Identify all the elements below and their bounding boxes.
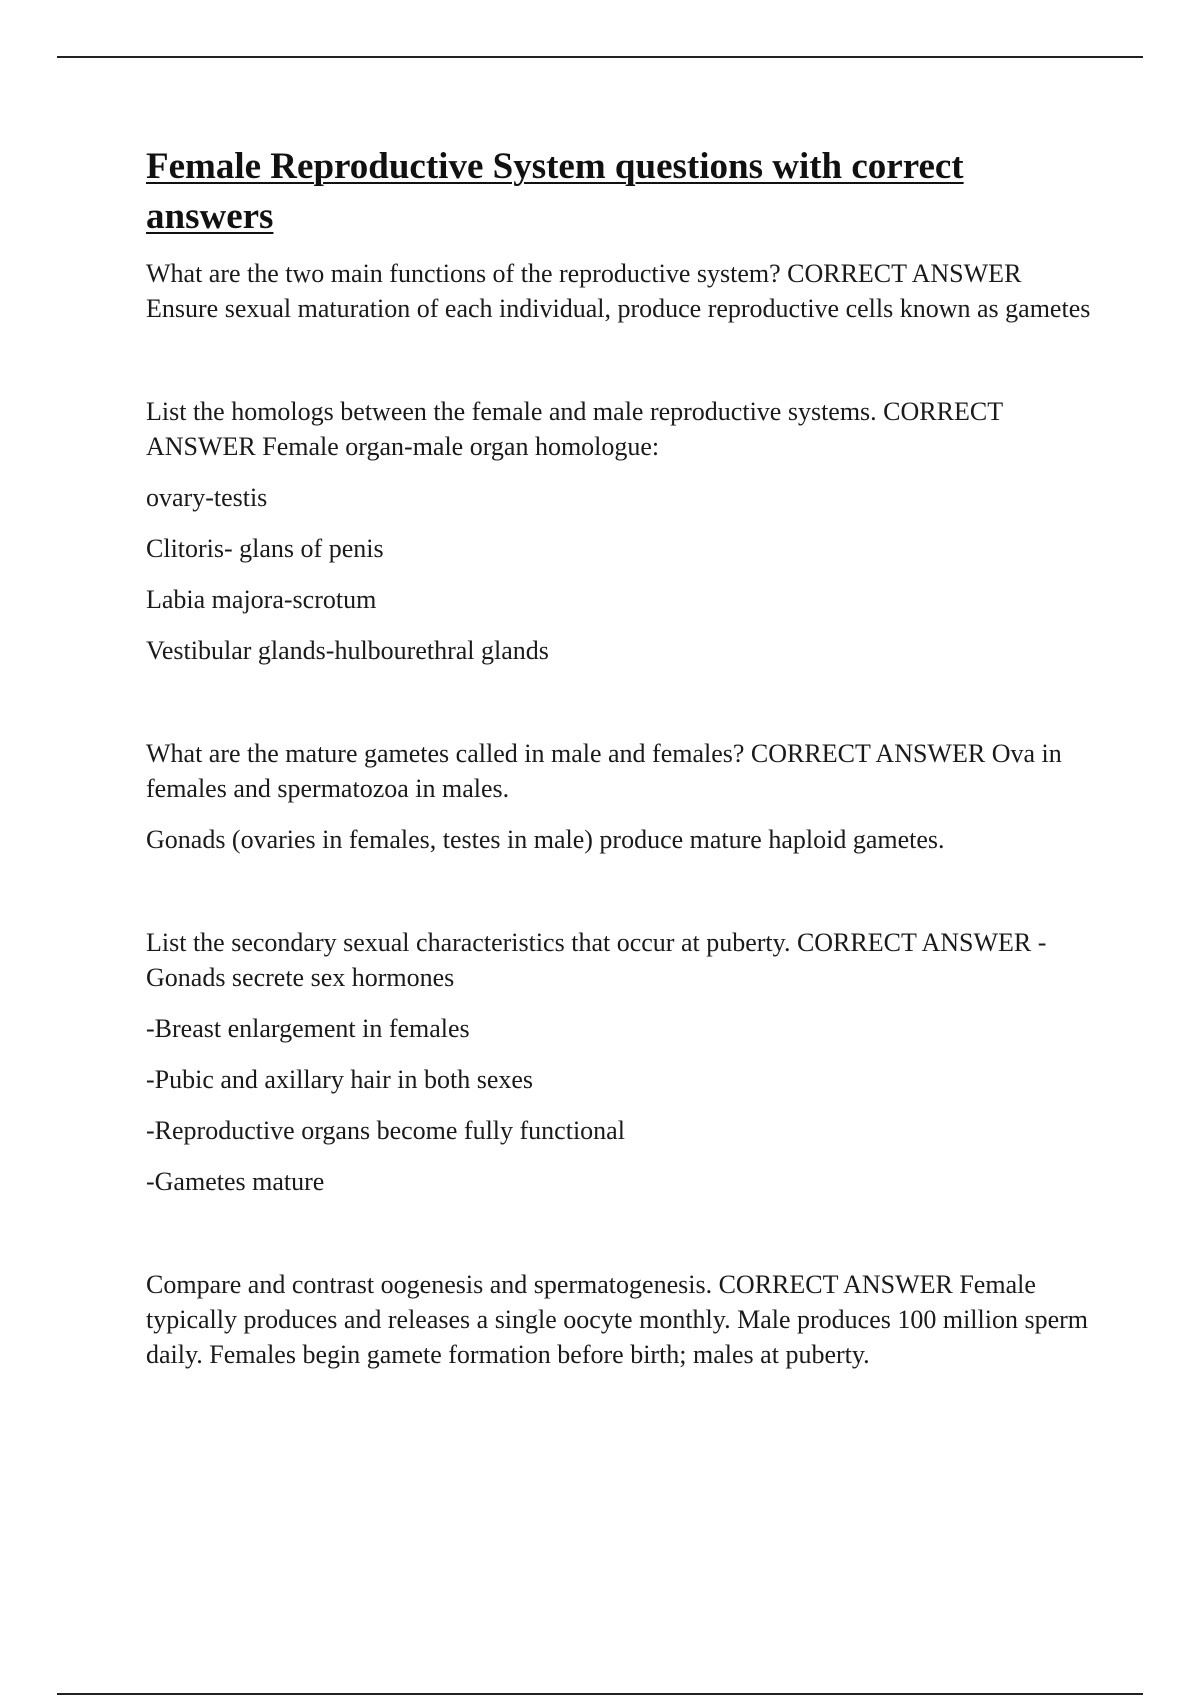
qa-item-3 [146,736,1096,857]
top-rule [57,56,1143,58]
qa-answer-line: Clitoris- glans of penis [146,534,384,563]
bottom-rule [57,1693,1143,1695]
qa-item-2 [146,394,1096,668]
qa-answer-line: Gonads (ovaries in females, testes in male) produce mature haploid gametes. [146,825,945,854]
qa-answer-line: -Pubic and axillary hair in both sexes [146,1065,534,1094]
qa-answer-line: -Breast enlargement in females [146,1014,470,1043]
document-title: Female Reproductive System questions with correct answers [146,146,964,237]
qa-answer-line: ovary-testis [146,483,268,512]
qa-question: What are the mature gametes called in male and females? CORRECT ANSWER Ova in females and spermatozoa in males. [146,739,1062,803]
qa-question: What are the two main functions of the reproductive system? CORRECT ANSWER Ensure sexual maturation of each individual, produce reproductive cells known as gametes [146,259,1091,323]
qa-question: List the secondary sexual characteristics that occur at puberty. CORRECT ANSWER -Gonads secrete sex hormones [146,928,1047,992]
qa-item-5 [146,1267,1096,1372]
qa-answer-line: Vestibular glands-hulbourethral glands [146,636,549,665]
qa-answer-line: -Gametes mature [146,1167,325,1196]
qa-item-4 [146,925,1096,1199]
qa-answer-line: Labia majora-scrotum [146,585,377,614]
document-body [146,142,1096,1372]
qa-answer-line: -Reproductive organs become fully functional [146,1116,625,1145]
qa-question: Compare and contrast oogenesis and spermatogenesis. CORRECT ANSWER Female typically produces and releases a single oocyte monthly. Male produces 100 million sperm daily. Females begin gamete formation before birth; males at puberty. [146,1270,1089,1369]
qa-question: List the homologs between the female and male reproductive systems. CORRECT ANSWER Female organ-male organ homologue: [146,397,1003,461]
qa-item-1 [146,256,1096,326]
